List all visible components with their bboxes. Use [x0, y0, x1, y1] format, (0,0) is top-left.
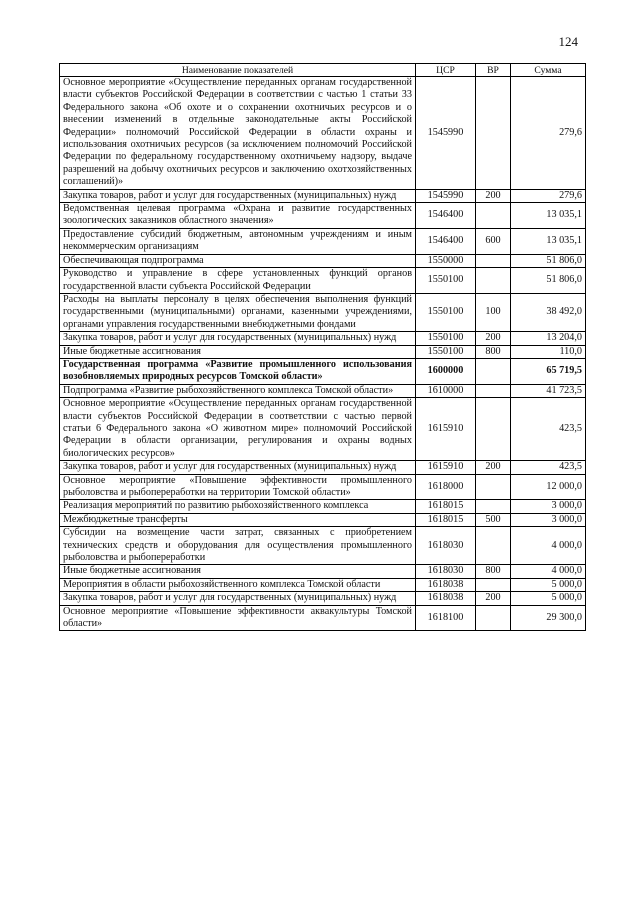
page-number: 124 — [558, 34, 578, 49]
row-vr-cell: 800 — [476, 345, 511, 358]
row-name-cell: Межбюджетные трансферты — [60, 513, 416, 526]
row-sum-cell: 13 035,1 — [511, 228, 586, 254]
row-csr-cell: 1618030 — [416, 527, 476, 565]
row-sum-cell: 279,6 — [511, 189, 586, 202]
row-name-cell: Расходы на выплаты персоналу в целях обеспечения выполнения функций государственными (муниципальными) органами, казенными учреждениями, органами управления государственными внебюджетными фондами — [60, 293, 416, 331]
table-row — [60, 203, 586, 229]
row-name-cell: Закупка товаров, работ и услуг для государственных (муниципальных) нужд — [60, 461, 416, 474]
row-csr-cell: 1618000 — [416, 474, 476, 500]
row-vr-cell: 200 — [476, 189, 511, 202]
table-row — [60, 565, 586, 578]
row-vr-cell — [476, 500, 511, 513]
row-vr-cell: 200 — [476, 332, 511, 345]
row-sum-cell: 5 000,0 — [511, 578, 586, 591]
table-row — [60, 578, 586, 591]
row-name-cell: Обеспечивающая подпрограмма — [60, 254, 416, 267]
table-row — [60, 500, 586, 513]
row-name-cell: Подпрограмма «Развитие рыбохозяйственного комплекса Томской области» — [60, 384, 416, 397]
table-row — [60, 398, 586, 461]
column-header-name: Наименование показателей — [60, 64, 416, 77]
row-name-cell: Иные бюджетные ассигнования — [60, 345, 416, 358]
row-sum-cell: 29 300,0 — [511, 605, 586, 631]
row-name-cell: Закупка товаров, работ и услуг для государственных (муниципальных) нужд — [60, 189, 416, 202]
row-vr-cell: 800 — [476, 565, 511, 578]
row-sum-cell: 51 806,0 — [511, 254, 586, 267]
row-vr-cell — [476, 605, 511, 631]
column-header-sum: Сумма — [511, 64, 586, 77]
row-name-cell: Предоставление субсидий бюджетным, автономным учреждениям и иным некоммерческим организациям — [60, 228, 416, 254]
budget-table — [59, 63, 586, 631]
row-vr-cell — [476, 578, 511, 591]
column-header-vr: ВР — [476, 64, 511, 77]
table-row — [60, 345, 586, 358]
row-sum-cell: 3 000,0 — [511, 513, 586, 526]
row-sum-cell: 51 806,0 — [511, 268, 586, 294]
row-csr-cell: 1615910 — [416, 461, 476, 474]
table-body — [60, 77, 586, 631]
row-name-cell: Основное мероприятие «Повышение эффективности аквакультуры Томской области» — [60, 605, 416, 631]
row-csr-cell: 1550100 — [416, 293, 476, 331]
row-name-cell: Ведомственная целевая программа «Охрана и развитие государственных зоологических заказников областного значения» — [60, 203, 416, 229]
table-row — [60, 254, 586, 267]
row-csr-cell: 1545990 — [416, 77, 476, 190]
table-row — [60, 474, 586, 500]
row-vr-cell: 200 — [476, 461, 511, 474]
row-csr-cell: 1618015 — [416, 513, 476, 526]
row-sum-cell: 4 000,0 — [511, 565, 586, 578]
row-csr-cell: 1550000 — [416, 254, 476, 267]
table-row — [60, 605, 586, 631]
row-name-cell: Закупка товаров, работ и услуг для государственных (муниципальных) нужд — [60, 332, 416, 345]
table-row — [60, 189, 586, 202]
row-name-cell: Реализация мероприятий по развитию рыбохозяйственного комплекса — [60, 500, 416, 513]
row-vr-cell — [476, 384, 511, 397]
row-csr-cell: 1610000 — [416, 384, 476, 397]
row-name-cell: Иные бюджетные ассигнования — [60, 565, 416, 578]
table-row — [60, 358, 586, 384]
table-row — [60, 384, 586, 397]
row-sum-cell: 41 723,5 — [511, 384, 586, 397]
row-sum-cell: 12 000,0 — [511, 474, 586, 500]
table-header-row — [60, 64, 586, 77]
row-vr-cell: 200 — [476, 592, 511, 605]
row-name-cell: Руководство и управление в сфере установленных функций органов государственной власти субъекта Российской Федерации — [60, 268, 416, 294]
row-name-cell: Субсидии на возмещение части затрат, связанных с приобретением технических средств и оборудования для осуществления промышленного рыболовства и рыбопереработки — [60, 527, 416, 565]
row-vr-cell: 500 — [476, 513, 511, 526]
row-csr-cell: 1615910 — [416, 398, 476, 461]
table-row — [60, 461, 586, 474]
row-vr-cell — [476, 474, 511, 500]
row-name-cell: Основное мероприятие «Осуществление переданных органам государственной власти субъектов Российской Федерации в соответствии с частью 1 статьи 33 Федерального закона «Об охоте и о сохранении охотничьих ресурсов и о внесении изменений в отдельные законодательные акты Российской Федерации» полномочий Российской Федерации в области охраны и использования охотничьих ресурсов (за исключением полномочий Российской Федерации по федеральному государственному охотничьему надзору, выдаче разрешений на добычу охотничьих ресурсов и заключению охотхозяйственных соглашений)» — [60, 77, 416, 190]
row-sum-cell: 423,5 — [511, 461, 586, 474]
row-vr-cell — [476, 254, 511, 267]
column-header-csr: ЦСР — [416, 64, 476, 77]
table-row — [60, 268, 586, 294]
row-csr-cell: 1550100 — [416, 345, 476, 358]
row-sum-cell: 65 719,5 — [511, 358, 586, 384]
row-sum-cell: 13 204,0 — [511, 332, 586, 345]
table-row — [60, 77, 586, 190]
row-vr-cell — [476, 77, 511, 190]
row-csr-cell: 1618030 — [416, 565, 476, 578]
row-name-cell: Основное мероприятие «Осуществление переданных органам государственной власти субъектов Российской Федерации в соответствии с частью первой статьи 6 Федерального закона «О животном мире» полномочий Российской Федерации в области организации, регулирования и охраны водных биологических ресурсов» — [60, 398, 416, 461]
row-csr-cell: 1550100 — [416, 332, 476, 345]
table-row — [60, 527, 586, 565]
row-vr-cell — [476, 358, 511, 384]
row-vr-cell: 600 — [476, 228, 511, 254]
row-csr-cell: 1618038 — [416, 578, 476, 591]
row-csr-cell: 1618100 — [416, 605, 476, 631]
row-vr-cell: 100 — [476, 293, 511, 331]
table-row — [60, 332, 586, 345]
row-sum-cell: 4 000,0 — [511, 527, 586, 565]
row-csr-cell: 1618038 — [416, 592, 476, 605]
row-name-cell: Основное мероприятие «Повышение эффективности промышленного рыболовства и рыбопереработки на территории Томской области» — [60, 474, 416, 500]
row-vr-cell — [476, 398, 511, 461]
row-csr-cell: 1600000 — [416, 358, 476, 384]
row-csr-cell: 1550100 — [416, 268, 476, 294]
row-csr-cell: 1618015 — [416, 500, 476, 513]
row-name-cell: Государственная программа «Развитие промышленного использования возобновляемых природных ресурсов Томской области» — [60, 358, 416, 384]
row-vr-cell — [476, 268, 511, 294]
table-row — [60, 228, 586, 254]
row-sum-cell: 3 000,0 — [511, 500, 586, 513]
row-csr-cell: 1546400 — [416, 203, 476, 229]
row-vr-cell — [476, 527, 511, 565]
table-row — [60, 592, 586, 605]
row-sum-cell: 13 035,1 — [511, 203, 586, 229]
row-csr-cell: 1545990 — [416, 189, 476, 202]
table-row — [60, 293, 586, 331]
row-vr-cell — [476, 203, 511, 229]
row-csr-cell: 1546400 — [416, 228, 476, 254]
row-sum-cell: 423,5 — [511, 398, 586, 461]
row-name-cell: Закупка товаров, работ и услуг для государственных (муниципальных) нужд — [60, 592, 416, 605]
row-name-cell: Мероприятия в области рыбохозяйственного комплекса Томской области — [60, 578, 416, 591]
row-sum-cell: 38 492,0 — [511, 293, 586, 331]
row-sum-cell: 279,6 — [511, 77, 586, 190]
table-row — [60, 513, 586, 526]
row-sum-cell: 5 000,0 — [511, 592, 586, 605]
row-sum-cell: 110,0 — [511, 345, 586, 358]
